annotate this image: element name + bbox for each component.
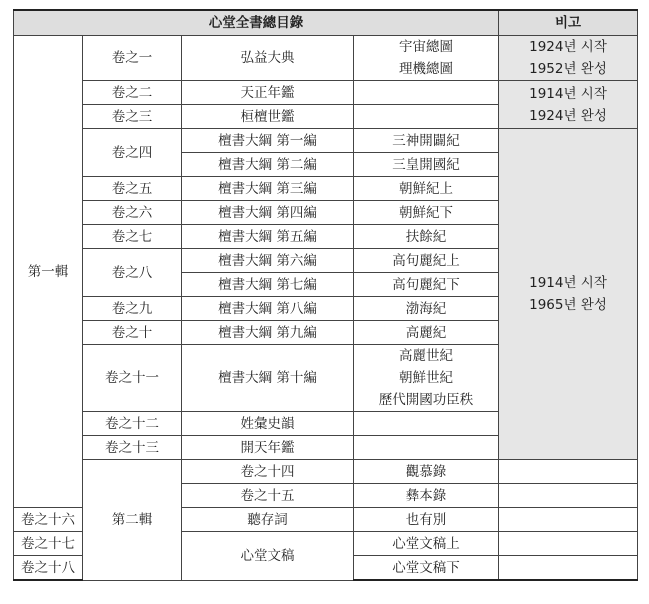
subtitle-cell: 三皇開國紀 [354,153,499,177]
volume-cell: 卷之十八 [14,556,83,581]
title-cell: 檀書大綱 第五編 [182,225,354,249]
note-cell [499,36,638,81]
subtitle-cell: 三神開闢紀 [354,129,499,153]
note-cell [499,129,638,460]
volume-cell: 卷之五 [83,177,182,201]
title-cell: 弘益大典 [182,36,354,81]
note-line: 1965년 완성 [529,297,607,313]
volume-cell: 卷之十二 [83,412,182,436]
subtitle-cell: 心堂文稿上 [354,532,499,556]
title-cell: 桓檀世鑑 [182,105,354,129]
subtitle-line: 理機總圖 [399,61,453,77]
subtitle-cell [499,460,638,484]
title-cell: 檀書大綱 第八編 [182,297,354,321]
subtitle-line: 歷代開國功臣秩 [378,392,474,408]
table-row [14,36,638,81]
title-cell: 天正年鑑 [182,81,354,105]
subtitle-cell: 扶餘紀 [354,225,499,249]
note-line: 1914년 시작 [529,85,607,102]
volume-cell: 卷之六 [83,201,182,225]
volume-cell: 卷之二 [83,81,182,105]
title-cell: 聽存詞 [182,508,354,532]
subtitle-cell: 心堂文稿下 [354,556,499,581]
table-row [14,129,638,153]
title-cell: 檀書大綱 第十編 [182,345,354,412]
subtitle-cell [354,412,499,436]
table-row [14,460,638,484]
note-line: 1914년 시작 [529,275,607,291]
volume-cell: 卷之十七 [14,532,83,556]
note-cell [499,532,638,556]
note-line: 1952년 완성 [529,61,607,77]
subtitle-cell [354,345,499,412]
note-cell [499,508,638,532]
subtitle-cell [499,484,638,508]
title-cell: 檀書大綱 第一編 [182,129,354,153]
subtitle-cell: 渤海紀 [354,297,499,321]
subtitle-cell: 高麗紀 [354,321,499,345]
subtitle-cell: 高句麗紀上 [354,249,499,273]
title-cell: 彝本錄 [354,484,499,508]
title-cell: 姓彙史韻 [182,412,354,436]
volume-cell: 卷之十三 [83,436,182,460]
subtitle-cell [354,81,499,105]
subtitle-cell: 高句麗紀下 [354,273,499,297]
volume-cell: 卷之七 [83,225,182,249]
subtitle-cell [354,36,499,81]
title-cell: 檀書大綱 第七編 [182,273,354,297]
table-of-contents [13,9,638,581]
subtitle-cell [354,436,499,460]
subtitle-cell: 也有別 [354,508,499,532]
title-cell: 觀慕錄 [354,460,499,484]
title-cell: 開天年鑑 [182,436,354,460]
title-cell: 檀書大綱 第九編 [182,321,354,345]
volume-cell: 卷之三 [83,105,182,129]
note-cell [499,81,638,129]
volume-cell: 卷之一 [83,36,182,81]
volume-cell: 卷之八 [83,249,182,297]
subtitle-cell: 朝鮮紀下 [354,201,499,225]
title-cell: 檀書大綱 第六編 [182,249,354,273]
subtitle-cell [354,105,499,129]
volume-cell: 卷之十 [83,321,182,345]
title-cell: 檀書大綱 第三編 [182,177,354,201]
volume-cell: 卷之十一 [83,345,182,412]
note-line: 1924년 완성 [529,107,607,124]
volume-cell: 卷之十四 [182,460,354,484]
volume-cell: 卷之四 [83,129,182,177]
title-cell: 檀書大綱 第二編 [182,153,354,177]
volume-cell: 卷之十五 [182,484,354,508]
subtitle-line: 朝鮮世紀 [399,370,453,386]
group-label: 第一輯 [14,36,83,508]
subtitle-line: 高麗世紀 [399,348,453,364]
notes-column-header: 비고 [499,10,638,36]
note-cell [499,556,638,581]
subtitle-cell: 朝鮮紀上 [354,177,499,201]
group-label: 第二輯 [83,460,182,581]
subtitle-line: 宇宙總圖 [399,39,453,55]
title-cell: 檀書大綱 第四編 [182,201,354,225]
table-header-row [14,10,638,36]
table-title: 心堂全書總目錄 [14,10,499,36]
note-line: 1924년 시작 [529,39,607,55]
volume-cell: 卷之九 [83,297,182,321]
volume-cell: 卷之十六 [14,508,83,532]
table-row [14,81,638,105]
title-cell: 心堂文稿 [182,532,354,581]
